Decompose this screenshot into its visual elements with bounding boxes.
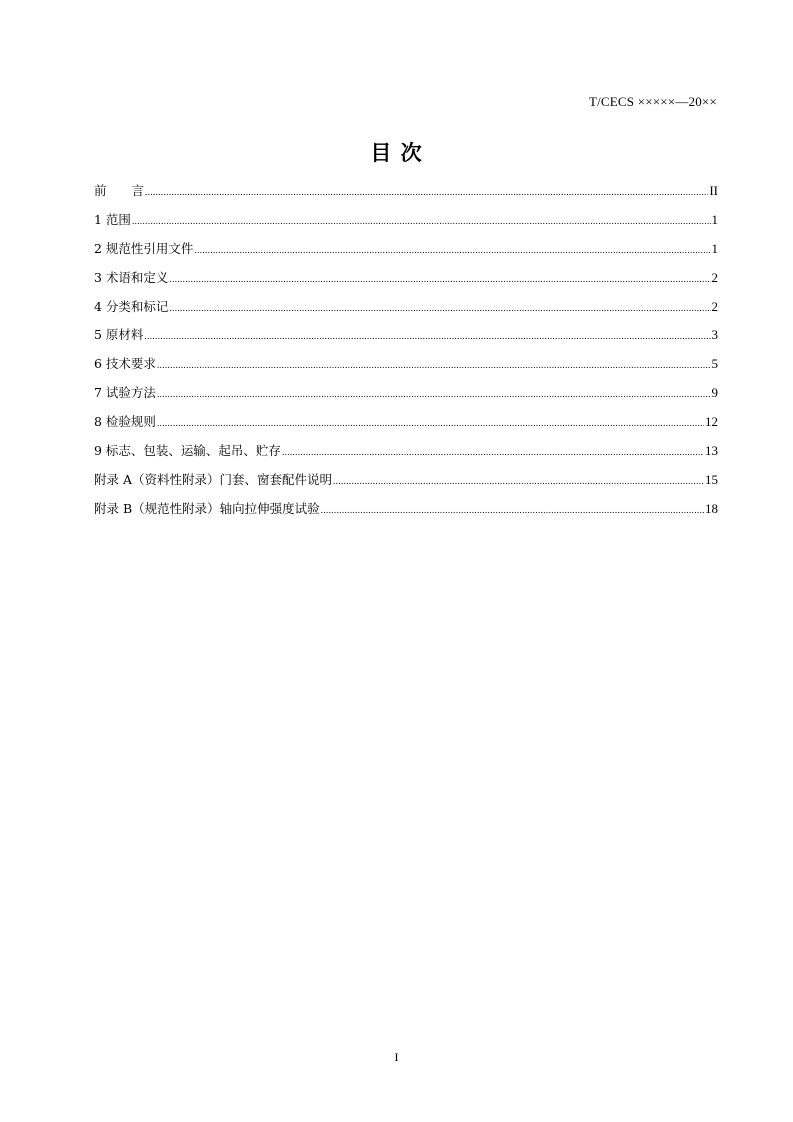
toc-entry-label: 8 检验规则 — [94, 414, 156, 430]
toc-entry-label: 2 规范性引用文件 — [94, 240, 194, 256]
toc-entry-terms-definitions[interactable] — [94, 267, 718, 296]
toc-entry-classification-marking[interactable] — [94, 296, 718, 325]
toc-entry-label: 6 技术要求 — [94, 356, 156, 372]
dot-leader — [333, 470, 704, 492]
toc-entry-normative-references[interactable] — [94, 238, 718, 267]
toc-entry-label: 7 试验方法 — [94, 385, 156, 401]
dot-leader — [169, 268, 710, 290]
toc-entry-appendix-a[interactable] — [94, 469, 718, 498]
toc-entry-page: 2 — [711, 269, 718, 285]
toc-entry-test-methods[interactable] — [94, 382, 718, 411]
toc-entry-label: 9 标志、包装、运输、起吊、贮存 — [94, 443, 281, 459]
dot-leader — [282, 441, 704, 463]
toc-title: 目 次 — [370, 141, 423, 165]
dot-leader — [157, 383, 711, 405]
toc-entry-appendix-b[interactable] — [94, 498, 718, 527]
standard-code: T/CECS ×××××—20×× — [588, 94, 717, 109]
toc-entry-page: 2 — [711, 298, 718, 314]
dot-leader — [157, 412, 704, 434]
dot-leader — [321, 499, 704, 521]
toc-entry-page: 12 — [705, 414, 718, 430]
toc-entry-page: II — [709, 183, 718, 198]
toc-entry-scope[interactable] — [94, 209, 718, 238]
toc-entry-page: 1 — [711, 240, 718, 256]
dot-leader — [132, 210, 711, 232]
toc-entry-label: 附录 B（规范性附录）轴向拉伸强度试验 — [94, 500, 320, 516]
toc-entry-page: 15 — [705, 471, 718, 487]
dot-leader — [144, 325, 710, 347]
dot-leader — [194, 239, 710, 261]
toc-entry-page: 13 — [705, 443, 718, 459]
page-number: I — [394, 1050, 399, 1064]
toc-entry-label: 5 原材料 — [94, 327, 144, 343]
toc-entry-foreword[interactable] — [94, 180, 718, 209]
dot-leader — [145, 181, 708, 203]
toc-entry-raw-materials[interactable] — [94, 324, 718, 353]
toc-entry-page: 9 — [711, 385, 718, 401]
toc-entry-marking-packaging-storage[interactable] — [94, 440, 718, 469]
toc-entry-label: 前 言 — [94, 183, 145, 198]
table-of-contents — [94, 180, 718, 527]
toc-entry-label: 4 分类和标记 — [94, 298, 169, 314]
toc-entry-label: 3 术语和定义 — [94, 269, 169, 285]
toc-entry-inspection-rules[interactable] — [94, 411, 718, 440]
toc-entry-page: 1 — [711, 211, 718, 227]
dot-leader — [169, 297, 710, 319]
dot-leader — [157, 354, 711, 376]
toc-entry-label: 附录 A（资料性附录）门套、窗套配件说明 — [94, 471, 333, 487]
toc-entry-page: 3 — [711, 327, 718, 343]
toc-entry-page: 5 — [711, 356, 718, 372]
toc-entry-page: 18 — [705, 500, 718, 516]
toc-entry-technical-requirements[interactable] — [94, 353, 718, 382]
toc-entry-label: 1 范围 — [94, 211, 131, 227]
